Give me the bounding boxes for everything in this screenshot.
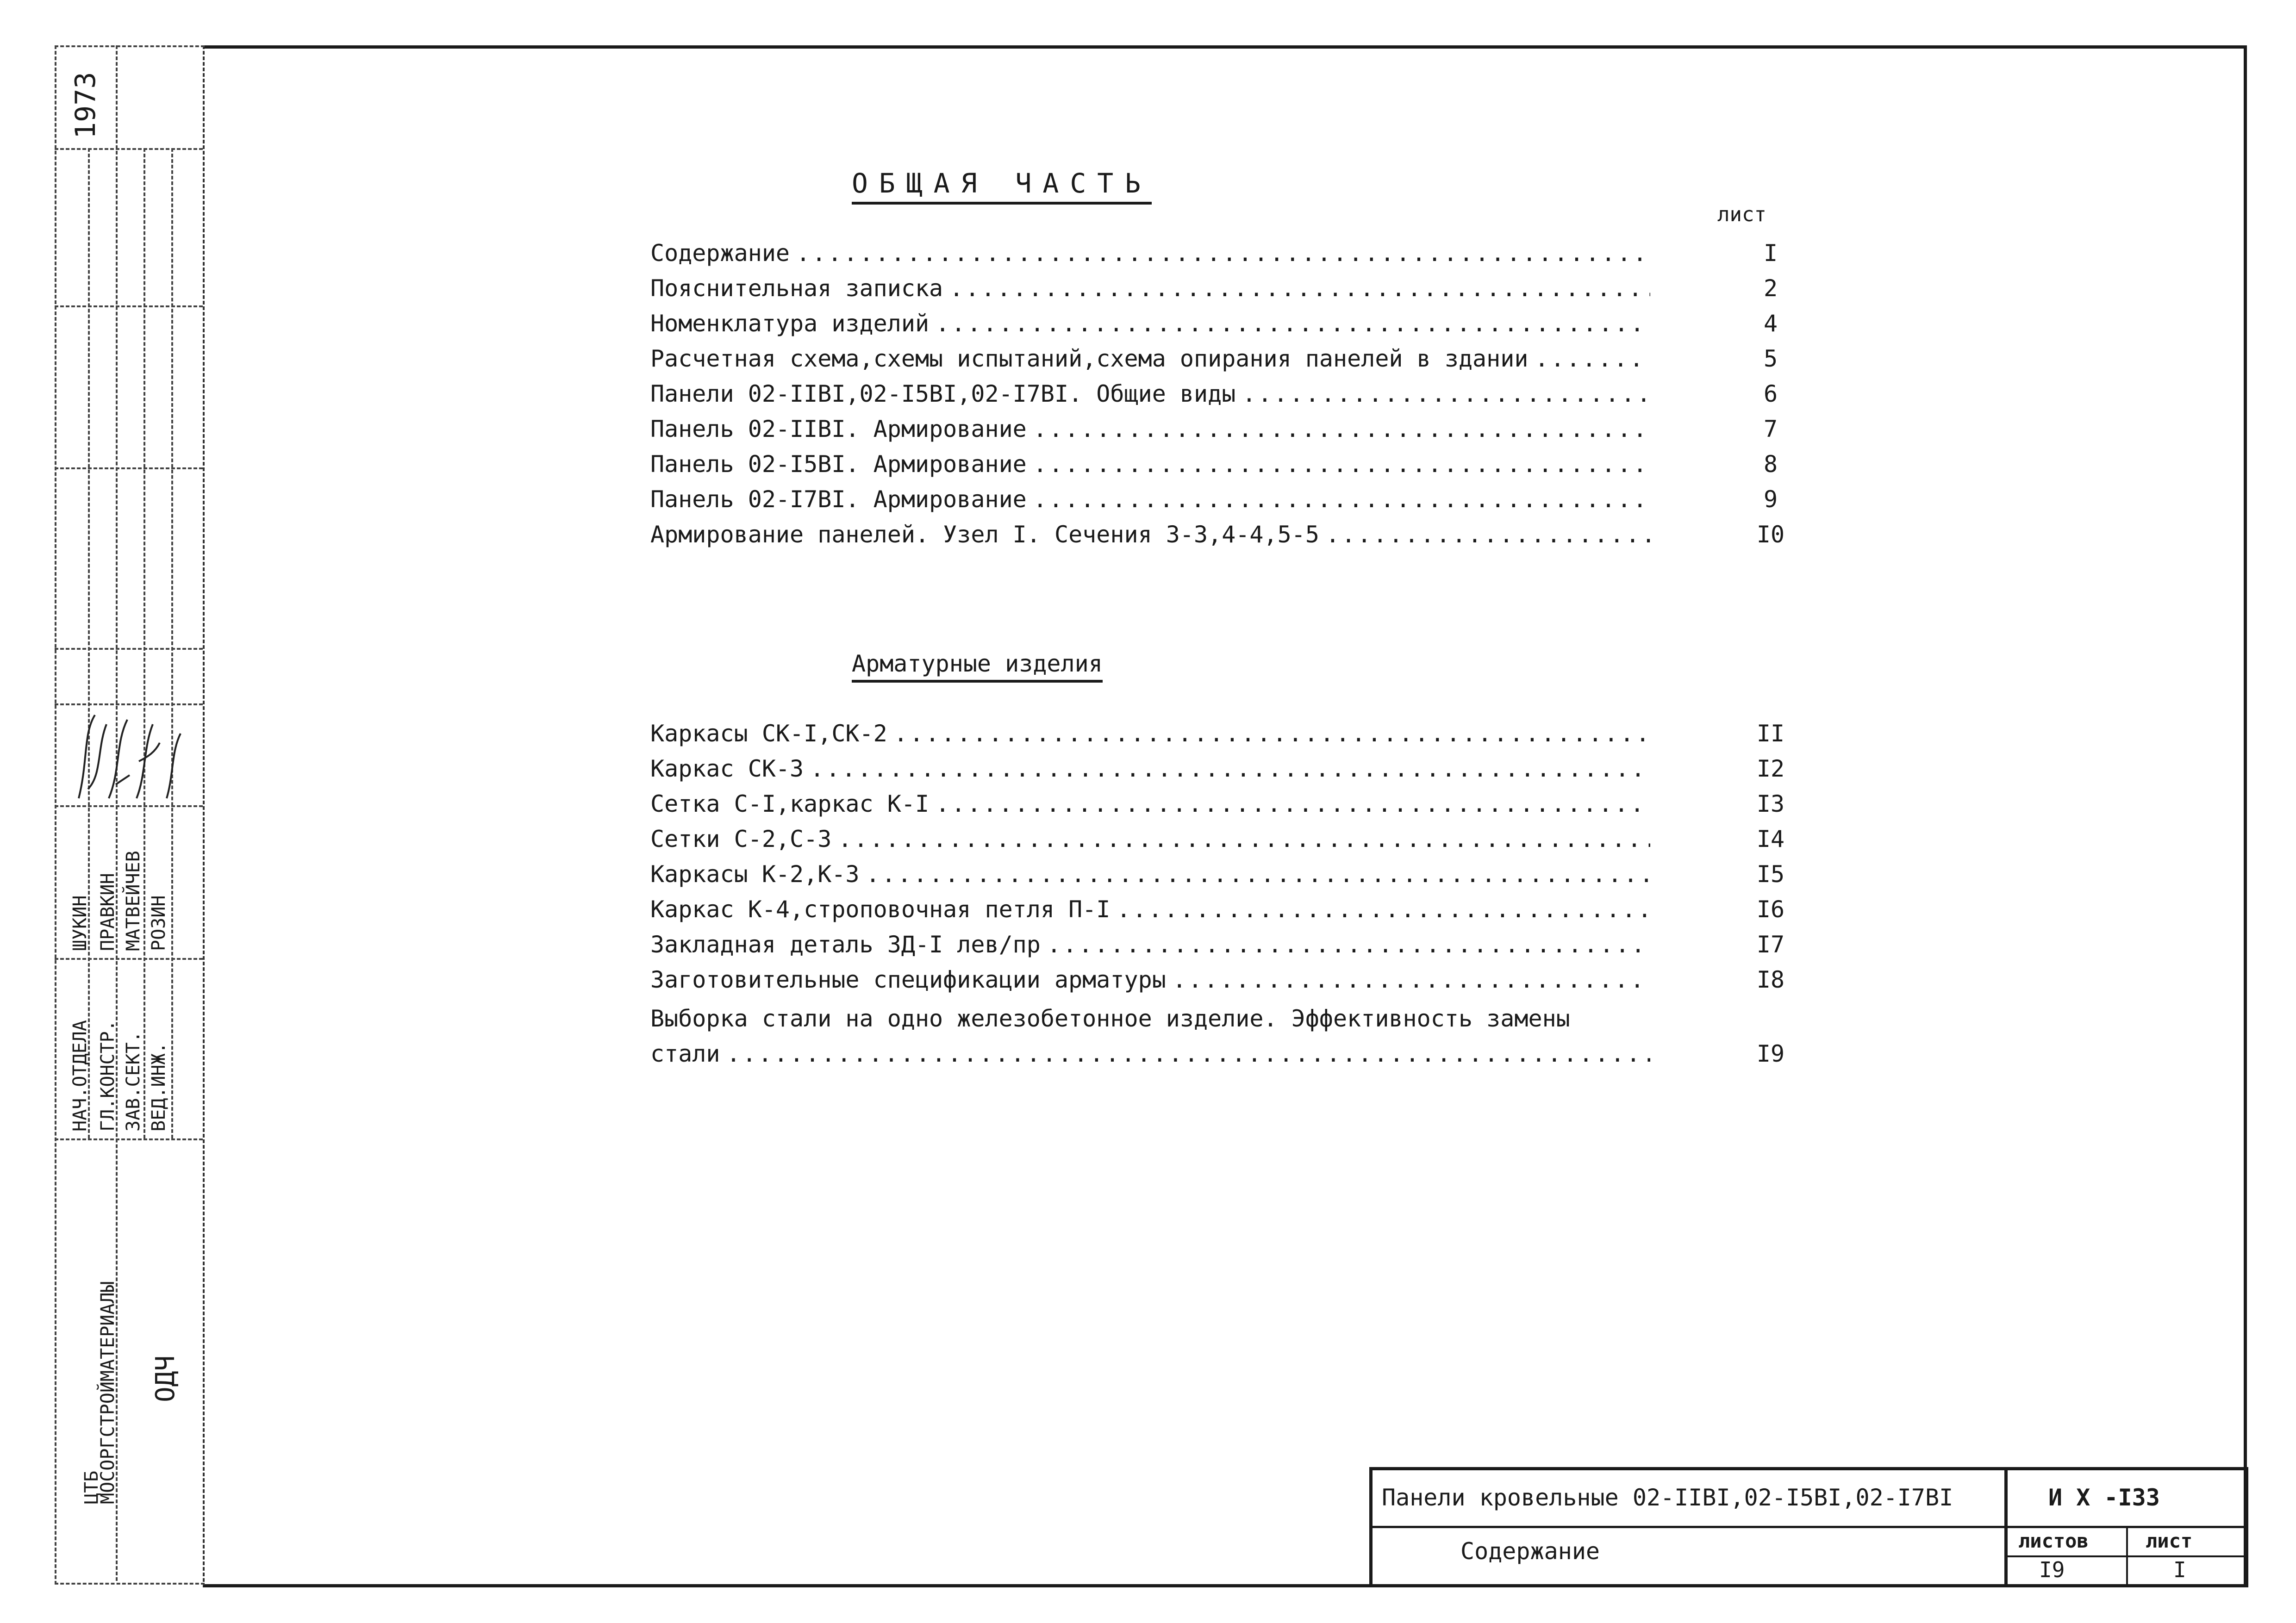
toc-item-page: I9 [1756, 1040, 1785, 1067]
toc-leader [1117, 896, 1650, 923]
toc-item-title: Каркасы СК-I,СК-2 [650, 720, 887, 747]
toc-item-page: 2 [1763, 275, 1778, 302]
side-stamp-rule [55, 1138, 203, 1140]
toc-row [650, 521, 1785, 555]
title-block-rule [2004, 1470, 2008, 1584]
stamp-role: ЗАВ.СЕКТ. [123, 1031, 144, 1132]
toc-item-page: 7 [1763, 416, 1778, 442]
stamp-role: НАЧ.ОТДЕЛА [69, 1020, 91, 1132]
toc-item-page: 9 [1763, 486, 1778, 513]
toc-row [650, 755, 1785, 790]
title-block-sheets-total: I9 [2039, 1557, 2065, 1582]
side-stamp-rule [55, 648, 203, 650]
title-block-rule [1373, 1526, 2245, 1528]
toc-item-page: 6 [1763, 380, 1778, 407]
toc-item-title: Армирование панелей. Узел I. Сечения 3-3,4-4,5-5 [650, 521, 1319, 548]
toc-leader [1033, 486, 1650, 513]
toc-item-page: I [1763, 240, 1778, 267]
stamp-year: 1973 [69, 72, 102, 139]
toc-row [650, 966, 1785, 1001]
stamp-name: ШУКИН [69, 895, 91, 951]
subsection-title: Арматурные изделия [852, 650, 1103, 683]
title-block [1369, 1467, 2248, 1587]
toc-row [650, 826, 1785, 860]
toc-leader [1033, 451, 1650, 478]
side-stamp-rule [55, 467, 203, 469]
toc-leader [1535, 345, 1650, 372]
toc-row [650, 416, 1778, 450]
toc-leader [838, 826, 1650, 852]
toc-item-title: Каркас СК-3 [650, 755, 804, 782]
toc-item-title: Каркас К-4,строповочная петля П-I [650, 896, 1111, 923]
toc-item-title: Пояснительная записка [650, 275, 943, 302]
title-block-doc-name: Содержание [1460, 1538, 1600, 1565]
toc-row [650, 861, 1785, 895]
toc-item-page: I3 [1756, 790, 1785, 817]
side-stamp-rule [55, 805, 203, 807]
stamp-signatures [69, 706, 190, 803]
toc-item-title: Сетки С-2,С-3 [650, 826, 832, 852]
toc-item-page: I8 [1756, 966, 1785, 993]
stamp-name: РОЗИН [148, 895, 169, 951]
title-block-sheets-label: листов [2018, 1530, 2089, 1552]
toc-leader [1033, 416, 1650, 442]
title-block-series: И Х -I33 [2048, 1484, 2160, 1511]
toc-item-title: Заготовительные спецификации арматуры [650, 966, 1166, 993]
stamp-org-line1: ЦТБ [81, 1470, 102, 1504]
toc-item-title-line2: стали [650, 1040, 720, 1067]
title-block-rule [2126, 1526, 2128, 1584]
toc-item-title: Панель 02-I5BI. Армирование [650, 451, 1027, 478]
toc-item-page: 5 [1763, 345, 1778, 372]
toc-item-title: Закладная деталь ЗД-I лев/пр [650, 931, 1041, 958]
toc-leader [796, 240, 1650, 267]
toc-leader [810, 755, 1650, 782]
toc-row [650, 275, 1778, 309]
toc-row [650, 310, 1778, 344]
stamp-name: МАТВЕЙЧЕВ [123, 851, 144, 951]
stamp-org-line2: МОСОРГСТРОЙМАТЕРИАЛЫ [97, 1281, 119, 1504]
toc-item-page: 8 [1763, 451, 1778, 478]
toc-leader [949, 275, 1650, 302]
toc-row [650, 451, 1778, 485]
toc-row [650, 486, 1778, 520]
toc-row [650, 345, 1778, 379]
side-stamp-rule [55, 305, 203, 307]
toc-item-page: I0 [1756, 521, 1785, 548]
side-stamp-divider [171, 148, 173, 1138]
toc-item-title: Сетка С-I,каркас К-I [650, 790, 930, 817]
toc-item-title: Панель 02-IIBI. Армирование [650, 416, 1027, 442]
toc-row [650, 931, 1785, 965]
section-title: ОБЩАЯ ЧАСТЬ [852, 168, 1152, 205]
toc-row [650, 380, 1778, 415]
toc-leader [894, 720, 1650, 747]
stamp-dept: ОДЧ [150, 1355, 181, 1402]
toc-row [650, 1040, 1785, 1075]
toc-item-title-line1: Выборка стали на одно железобетонное изделие. Эффективность замены [650, 1005, 1570, 1032]
stamp-name: ПРАВКИН [97, 873, 119, 951]
toc-item-title: Содержание [650, 240, 790, 267]
toc-leader [1047, 931, 1650, 958]
title-block-sheet-label: лист [2146, 1530, 2193, 1552]
toc-item-page: I7 [1756, 931, 1785, 958]
toc-row [650, 896, 1785, 930]
toc-item-page: I5 [1756, 861, 1785, 888]
toc-leader [936, 790, 1650, 817]
toc-leader [866, 861, 1650, 888]
toc-item-title: Каркасы К-2,К-3 [650, 861, 860, 888]
side-stamp-rule [55, 958, 203, 960]
toc-item-page: I4 [1756, 826, 1785, 852]
toc-leader [936, 310, 1650, 337]
toc-item-title: Расчетная схема,схемы испытаний,схема опирания панелей в здании [650, 345, 1529, 372]
toc-item-page: I6 [1756, 896, 1785, 923]
sheet-column-header: лист [1717, 203, 1766, 226]
side-stamp [55, 45, 205, 1585]
title-block-product: Панели кровельные 02-IIBI,02-I5BI,02-I7BI [1382, 1484, 1953, 1511]
toc-leader [727, 1040, 1650, 1067]
side-stamp-rule [55, 148, 203, 150]
side-stamp-rule [55, 703, 203, 705]
toc-leader [1173, 966, 1650, 993]
toc-leader [1242, 380, 1650, 407]
toc-row [650, 790, 1785, 825]
toc-item-title: Номенклатура изделий [650, 310, 930, 337]
toc-leader [1326, 521, 1650, 548]
stamp-role: ГЛ.КОНСТР. [97, 1020, 119, 1132]
toc-item-page: II [1756, 720, 1785, 747]
toc-item-page: I2 [1756, 755, 1785, 782]
toc-item-title: Панель 02-I7BI. Армирование [650, 486, 1027, 513]
toc-row [650, 720, 1785, 754]
toc-row [650, 240, 1778, 274]
side-stamp-divider [88, 148, 90, 1138]
side-stamp-divider [144, 148, 145, 1138]
toc-item-page: 4 [1763, 310, 1778, 337]
stamp-role: ВЕД.ИНЖ. [148, 1042, 169, 1132]
title-block-sheet-num: I [2173, 1557, 2186, 1582]
toc-item-title: Панели 02-IIBI,02-I5BI,02-I7BI. Общие виды [650, 380, 1236, 407]
